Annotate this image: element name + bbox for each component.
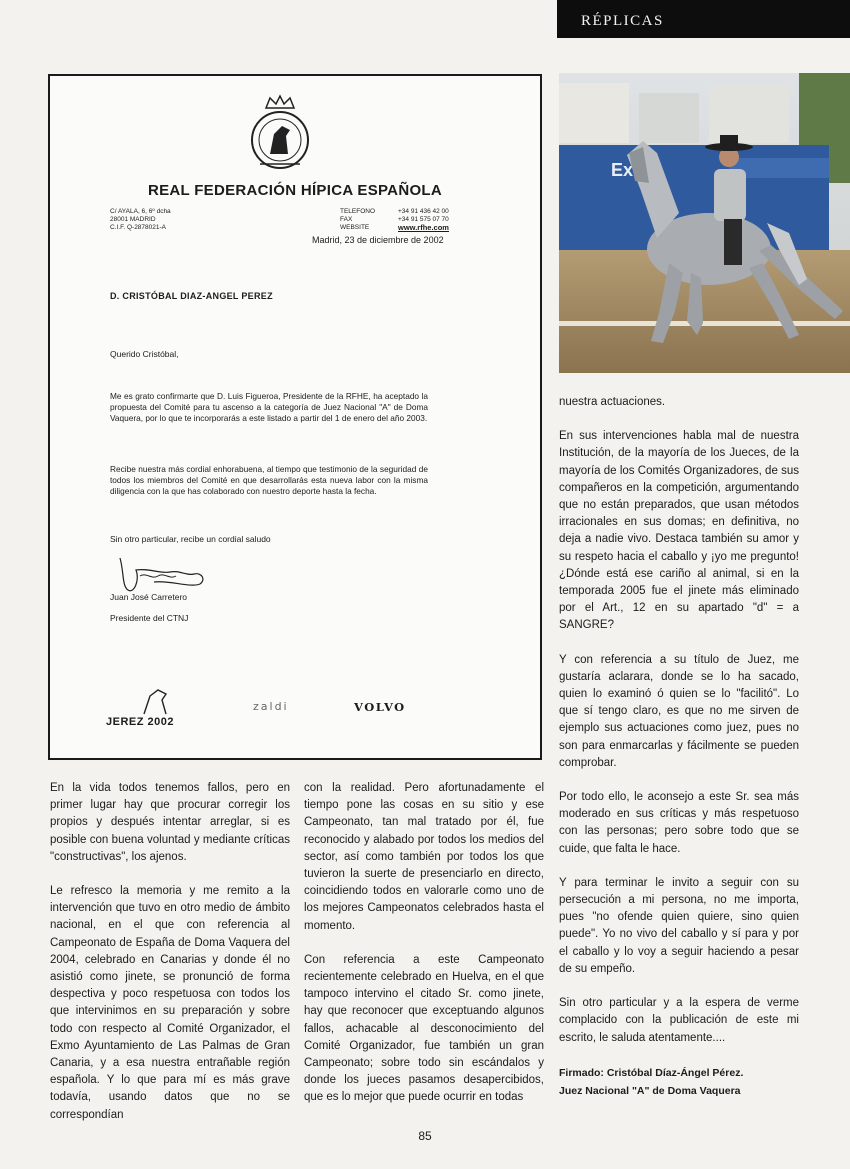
article-column-left [50, 780, 290, 1141]
letter-paragraph: Recibe nuestra más cordial enhorabuena, al tiempo que testimonio de la seguridad de todos los miembros del Comité en que desarrollarás esta nueva labor con la misma diligencia con la que has colaborado con nuestro deporte hasta la fecha. [110, 464, 428, 496]
address-line: 28001 MADRID [110, 216, 156, 223]
federation-address [110, 208, 171, 232]
banner-text: Ex [611, 160, 634, 180]
horse-rider-photo [559, 73, 850, 373]
article-signature [559, 1064, 799, 1100]
federation-contact [340, 208, 449, 232]
article-paragraph: Y para terminar le invito a seguir con su persecución a mi persona, no me importa, pues "no ofende quien quiere, sino quien puede". Yo no vivo del caballo y sí para y por el caballo y lo voy a seguir haciendo a pesar de su empeño. [559, 876, 799, 975]
article-column-middle [304, 780, 544, 1124]
signature-title-line: Juez Nacional "A" de Doma Vaquera [559, 1084, 741, 1097]
article-paragraph: Por todo ello, le aconsejo a este Sr. sea más moderado en sus críticas y más respetuoso con las personas; pero sobre todo que se cuide, que falta le hace. [559, 791, 799, 855]
article-paragraph: Y con referencia a su título de Juez, me gustaría aclarara, donde se lo ha sacado, quien lo examinó ó quien se lo "facilitó". Lo que sí tengo claro, es que no me sirven de ejemplo sus actuaciones como juez, pues no son para enmarcarlas y fácilmente se pueden comprobar. [559, 653, 799, 769]
federation-letter [48, 74, 542, 760]
zaldi-logo: zaldi [253, 700, 289, 713]
contact-label: WEBSITE [340, 224, 370, 231]
federation-crest-icon [246, 94, 314, 174]
article-paragraph: Le refresco la memoria y me remito a la intervención que tuvo en otro medio de ámbito nacional, en el que con referencia al Campeonato de España de Doma Vaquera del 2004, celebrado en Canarias y donde él no asistió como jinete, se pronunció de forma despectiva y poco respetuosa con todos los que intervinimos en su preparación y sobre todo con respecto al Comité Organizador, el Exmo Ayuntamiento de Las Palmas de Gran Canaria, y a esa nuestra entrañable región española. Y lo que para mí es más grave todavía, usando datos que no se correspondían [50, 885, 290, 1121]
contact-label: TELEFONO [340, 208, 376, 215]
letter-closing: Sin otro particular, recibe un cordial saludo [110, 534, 271, 544]
address-line: C.I.F. Q-2878021-A [110, 224, 166, 231]
section-label: RÉPLICAS [557, 0, 850, 38]
volvo-logo: VOLVO [354, 700, 406, 714]
jerez-2002-logo: JEREZ 2002 [106, 686, 196, 730]
horse-rider-illustration [559, 73, 850, 373]
article-paragraph: En sus intervenciones habla mal de nuestra Institución, de la mayoría de los Jueces, de la mayoría de los Comités Organizadores, de sus compañeros en la competición, argumentando que no están preparados, que usan métodos irracionales en sus domas; en definitiva, no deja a nadie vivo. Destaca también su amor y su respeto hacia el caballo y ¡yo me pregunto! ¿Dónde está ese cariño al animal, si en la temporada 2005 fue el jinete más eliminado por el Art., 12 en su apartado "d" = a SANGRE? [559, 430, 799, 632]
horse-head-icon [136, 686, 176, 716]
page-number: 85 [418, 1129, 432, 1143]
signature-name-line: Firmado: Cristóbal Díaz-Ángel Pérez. [559, 1066, 744, 1079]
signer-name: Juan José Carretero [110, 592, 188, 602]
letter-greeting: Querido Cristóbal, [110, 349, 179, 359]
letter-paragraph: Me es grato confirmarte que D. Luis Figueroa, Presidente de la RFHE, ha aceptado la propuesta del Comité para tu ascenso a la categoría de Juez Nacional "A" de Doma Vaquera, por lo que te incorporarás a este listado a partir del 1 de enero del año 2003. [110, 391, 428, 423]
letter-recipient: D. CRISTÓBAL DIAZ-ANGEL PEREZ [110, 291, 273, 301]
phone-value: +34 91 436 42 00 [398, 208, 449, 215]
article-paragraph: Con referencia a este Campeonato recientemente celebrado en Huelva, en el que tampoco intervino el citado Sr. como jinete, hay que reconocer que exceptuando algunos fallos, achacable al desconocimiento del Comité Organizador, fue también un gran Campeonato; sobre todo sin escándalos y donde los jueces pasamos desapercibidos, que es lo mejor que puede ocurrir en todas [304, 953, 544, 1104]
article-column-right [559, 394, 799, 1100]
fax-value: +34 91 575 07 70 [398, 216, 449, 223]
article-paragraph: nuestra actuaciones. [559, 396, 666, 408]
contact-label: FAX [340, 216, 353, 223]
article-paragraph: Sin otro particular y a la espera de verme complacido con la publicación de este mi escrito, le saluda atentamente.... [559, 997, 799, 1044]
federation-name: REAL FEDERACIÓN HÍPICA ESPAÑOLA [147, 182, 443, 199]
website-link[interactable]: www.rfhe.com [398, 223, 449, 232]
letter-date: Madrid, 23 de diciembre de 2002 [312, 235, 444, 245]
signer-role: Presidente del CTNJ [110, 613, 189, 623]
article-paragraph: En la vida todos tenemos fallos, pero en primer lugar hay que procurar corregir los propios y después intentar arreglar, si es posible con buena voluntad y mediante críticas "constructivas", los ajenos. [50, 782, 290, 863]
address-line: C/ AYALA, 6, 6º dcha [110, 208, 171, 215]
article-paragraph: con la realidad. Pero afortunadamente el tiempo pone las cosas en su sitio y ese Campeonato, tan mal tratado por él, fue reconocido y alabado por todos los medios del sector, así como también por todos los que tuvieron la suerte de presenciarlo en directo, coincidiendo todos en valorarle como uno de los mejores Campeonatos celebrados hasta el momento. [304, 782, 544, 932]
